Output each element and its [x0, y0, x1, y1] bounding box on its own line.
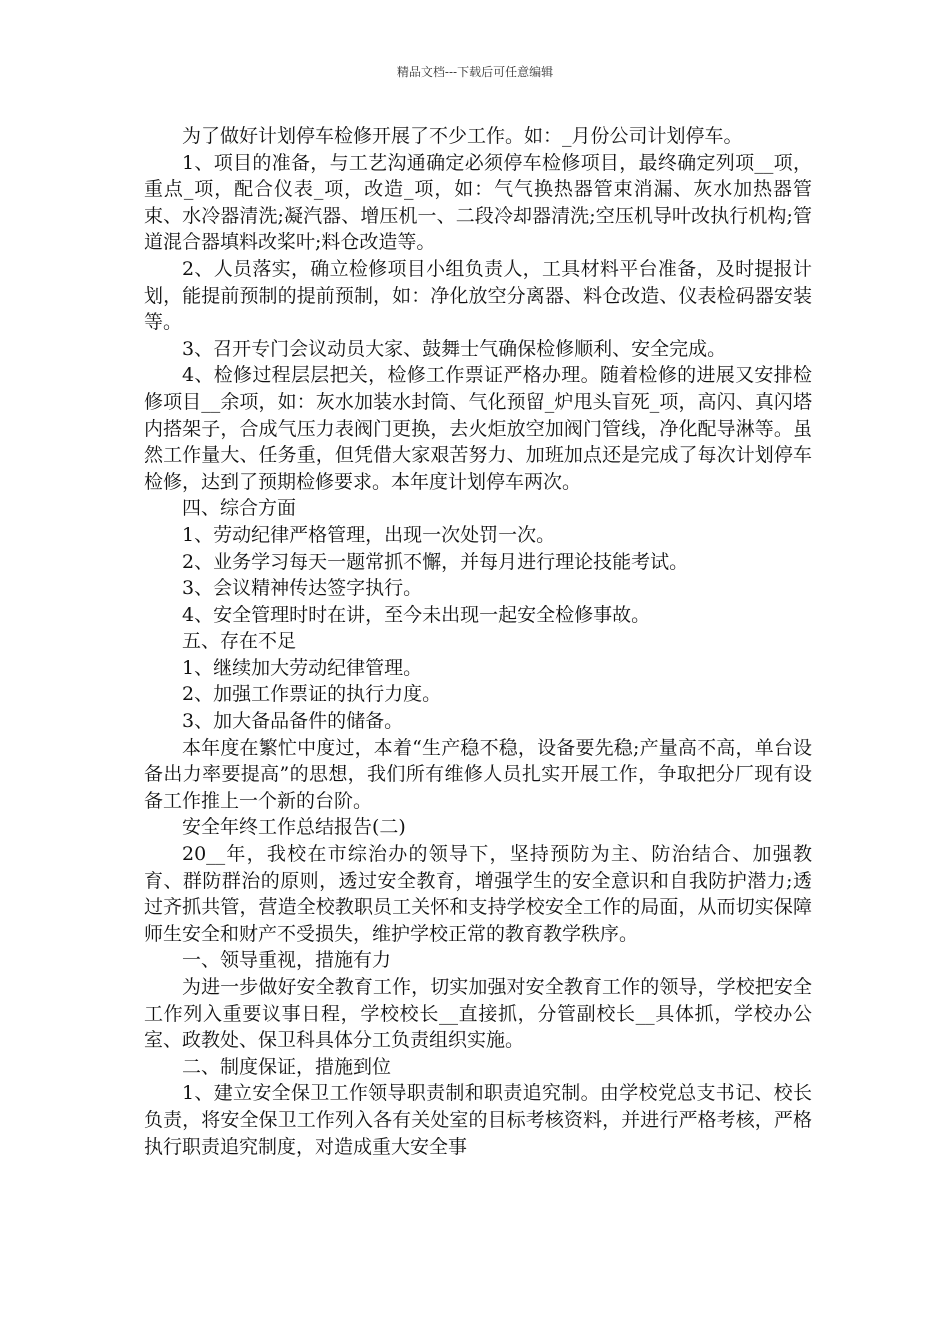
- list-item: 3、会议精神传达签字执行。: [182, 577, 423, 600]
- paragraph: 20__年，我校在市综治办的领导下，坚持预防为主、防治结合、加强教育、群防群治的原则，透过安全教育，增强学生的安全意识和自我防护潜力;透过齐抓共管，营造全校教职员工关怀和支持学校安全工作的局面，从而切实保障师生安全和财产不受损失，维护学校正常的教育教学秩序。: [144, 843, 812, 945]
- list-item: 2、业务学习每天一题常抓不懈，并每月进行理论技能考试。: [182, 550, 689, 573]
- list-item: 3、加大备品备件的储备。: [182, 710, 404, 733]
- section-heading: 五、存在不足: [182, 630, 297, 653]
- report-title: 安全年终工作总结报告(二): [182, 816, 406, 839]
- paragraph: 为进一步做好安全教育工作，切实加强对安全教育工作的领导，学校把安全工作列入重要议事日程，学校校长__直接抓，分管副校长__具体抓，学校办公室、政教处、保卫科具体分工负责组织实施。: [144, 976, 812, 1052]
- paragraph: 1、建立安全保卫工作领导职责制和职责追究制。由学校党总支书记、校长负责，将安全保卫工作列入各有关处室的目标考核资料，并进行严格考核，严格执行职责追究制度，对造成重大安全事: [144, 1082, 812, 1158]
- list-item: 1、劳动纪律严格管理，出现一次处罚一次。: [182, 523, 556, 546]
- section-heading: 四、综合方面: [182, 497, 297, 520]
- paragraph: 本年度在繁忙中度过，本着“生产稳不稳，设备要先稳;产量高不高，单台设备出力率要提高”的思想，我们所有维修人员扎实开展工作，争取把分厂现有设备工作推上一个新的台阶。: [144, 736, 812, 812]
- page-header: 精品文档---下载后可任意编辑: [396, 65, 554, 79]
- list-item: 1、继续加大劳动纪律管理。: [182, 656, 423, 679]
- document-body: [144, 123, 812, 1160]
- paragraph: 2、人员落实，确立检修项目小组负责人，工具材料平台准备，及时提报计划，能提前预制的提前预制，如：净化放空分离器、料仓改造、仪表检码器安装等。: [144, 257, 812, 334]
- paragraph: 为了做好计划停车检修开展了不少工作。如：_月份公司计划停车。: [182, 125, 743, 147]
- paragraph: 4、检修过程层层把关，检修工作票证严格办理。随着检修的进展又安排检修项目__余项，如：灰水加装水封筒、气化预留_炉甩头盲死_项，高闪、真闪塔内搭架子，合成气压力表阀门更换，去火炬放空加阀门管线，净化配导淋等。虽然工作量大、任务重，但凭借大家艰苦努力、加班加点还是完成了每次计划停车检修，达到了预期检修要求。本年度计划停车两次。: [144, 364, 812, 493]
- section-heading: 二、制度保证，措施到位: [182, 1055, 392, 1078]
- list-item: 2、加强工作票证的执行力度。: [182, 683, 442, 706]
- paragraph: 1、项目的准备，与工艺沟通确定必须停车检修项目，最终确定列项__项，重点_项，配合仪表_项，改造_项，如：气气换热器管束消漏、灰水加热器管束、水冷器清洗;凝汽器、增压机一、二段冷却器清洗;空压机导叶改执行机构;管道混合器填料改桨叶;料仓改造等。: [144, 151, 812, 254]
- list-item: 4、安全管理时时在讲，至今未出现一起安全检修事故。: [182, 603, 651, 626]
- section-heading: 一、领导重视，措施有力: [182, 949, 392, 972]
- paragraph: 3、召开专门会议动员大家、鼓舞士气确保检修顺利、安全完成。: [182, 337, 727, 360]
